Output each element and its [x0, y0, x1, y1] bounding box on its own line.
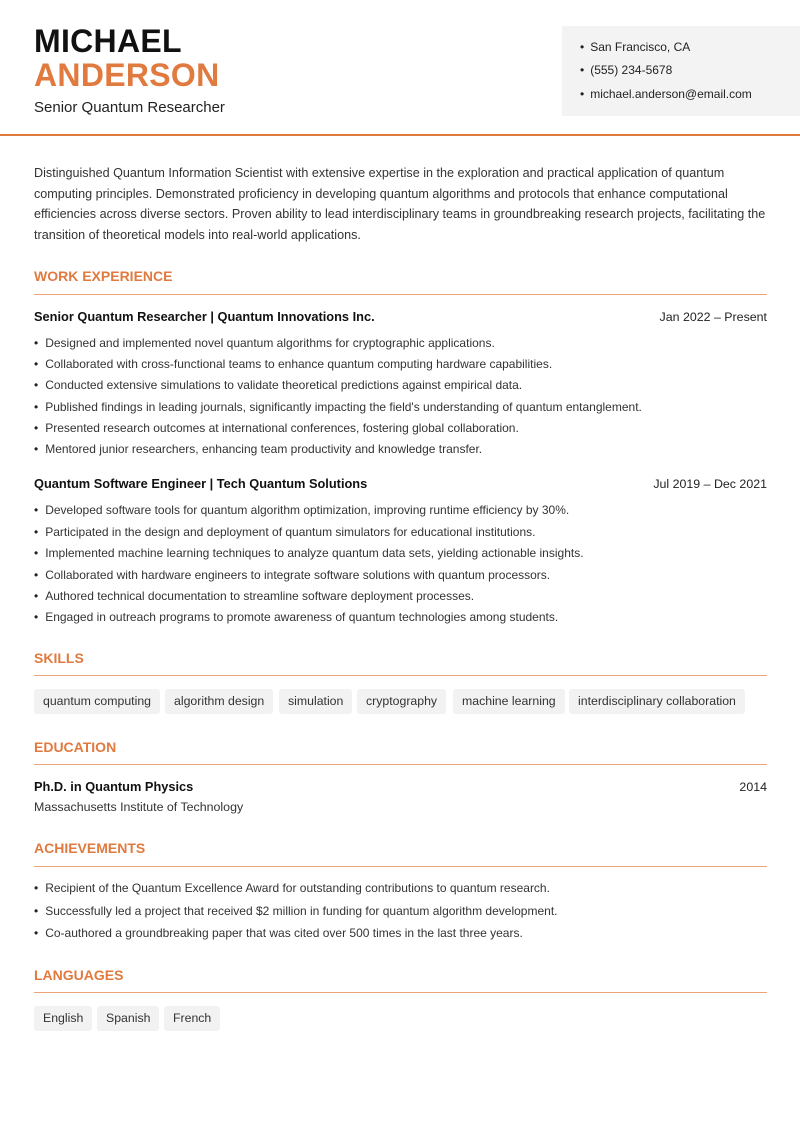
job-bullet: • Collaborated with cross-functional teams to enhance quantum computing hardware capabilities.	[34, 356, 552, 372]
job-bullet: • Engaged in outreach programs to promote awareness of quantum technologies among students.	[34, 609, 558, 625]
contact-box	[562, 26, 800, 116]
achievement-bullet: • Recipient of the Quantum Excellence Award for outstanding contributions to quantum research.	[34, 880, 550, 896]
contact-phone[interactable]: • (555) 234-5678	[580, 62, 672, 78]
section-title-languages: LANGUAGES	[34, 967, 124, 983]
language-tag: English	[34, 1006, 92, 1031]
graduation-year: 2014	[739, 780, 767, 794]
job-bullet: • Conducted extensive simulations to validate theoretical predictions against empirical data.	[34, 377, 522, 393]
section-title-achievements: ACHIEVEMENTS	[34, 840, 146, 856]
degree-title: Ph.D. in Quantum Physics	[34, 779, 194, 794]
skill-tag: machine learning	[453, 689, 565, 714]
job-title: Senior Quantum Researcher	[34, 99, 225, 116]
section-title-skills: SKILLS	[34, 650, 84, 666]
last-name: ANDERSON	[34, 57, 220, 93]
section-divider	[34, 866, 767, 867]
job-heading: Senior Quantum Researcher | Quantum Innovations Inc.	[34, 309, 375, 324]
first-name: MICHAEL	[34, 23, 182, 59]
job-bullet: • Presented research outcomes at international conferences, fostering global collaboration.	[34, 420, 519, 436]
job-bullet: • Mentored junior researchers, enhancing team productivity and knowledge transfer.	[34, 441, 482, 457]
job-dates: Jul 2019 – Dec 2021	[653, 477, 767, 491]
skill-tag: quantum computing	[34, 689, 160, 714]
section-divider	[34, 764, 767, 765]
resume-header	[0, 0, 800, 136]
skill-tag: algorithm design	[165, 689, 273, 714]
contact-email[interactable]: • michael.anderson@email.com	[580, 86, 752, 102]
job-bullet: • Implemented machine learning techniques to analyze quantum data sets, yielding actionable insights.	[34, 545, 584, 561]
job-bullet: • Authored technical documentation to streamline software deployment processes.	[34, 588, 474, 604]
skill-tag: cryptography	[357, 689, 446, 714]
job-bullet: • Designed and implemented novel quantum algorithms for cryptographic applications.	[34, 335, 495, 351]
school-name: Massachusetts Institute of Technology	[34, 800, 244, 814]
language-tag: French	[164, 1006, 220, 1031]
job-heading: Quantum Software Engineer | Tech Quantum Solutions	[34, 476, 368, 491]
section-divider	[34, 992, 767, 993]
section-divider	[34, 294, 767, 295]
section-divider	[34, 675, 767, 676]
achievement-bullet: • Co-authored a groundbreaking paper that was cited over 500 times in the last three years.	[34, 925, 523, 941]
job-bullet: • Collaborated with hardware engineers to integrate software solutions with quantum processors.	[34, 567, 550, 583]
contact-location: • San Francisco, CA	[580, 39, 690, 55]
job-bullet: • Participated in the design and deployment of quantum simulators for educational institutions.	[34, 524, 536, 540]
skill-tag: simulation	[279, 689, 352, 714]
section-title-work: WORK EXPERIENCE	[34, 268, 173, 284]
section-title-education: EDUCATION	[34, 739, 117, 755]
language-tag: Spanish	[97, 1006, 159, 1031]
job-bullet: • Developed software tools for quantum algorithm optimization, improving runtime efficiency by 30%.	[34, 502, 569, 518]
skill-tag: interdisciplinary collaboration	[569, 689, 745, 714]
achievement-bullet: • Successfully led a project that received $2 million in funding for quantum algorithm development.	[34, 903, 557, 919]
summary-paragraph: Distinguished Quantum Information Scientist with extensive expertise in the exploration and practical application of quantum computing principles. Demonstrated proficiency in developing quantum algorithms and protocols that enhance computational efficiencies across diverse sectors. Proven ability to lead interdisciplinary teams in groundbreaking research projects, facilitating the transition of theoretical models into real-world applications.	[34, 166, 766, 243]
job-dates: Jan 2022 – Present	[659, 310, 767, 324]
job-bullet: • Published findings in leading journals, significantly impacting the field's understanding of quantum entanglement.	[34, 399, 642, 415]
